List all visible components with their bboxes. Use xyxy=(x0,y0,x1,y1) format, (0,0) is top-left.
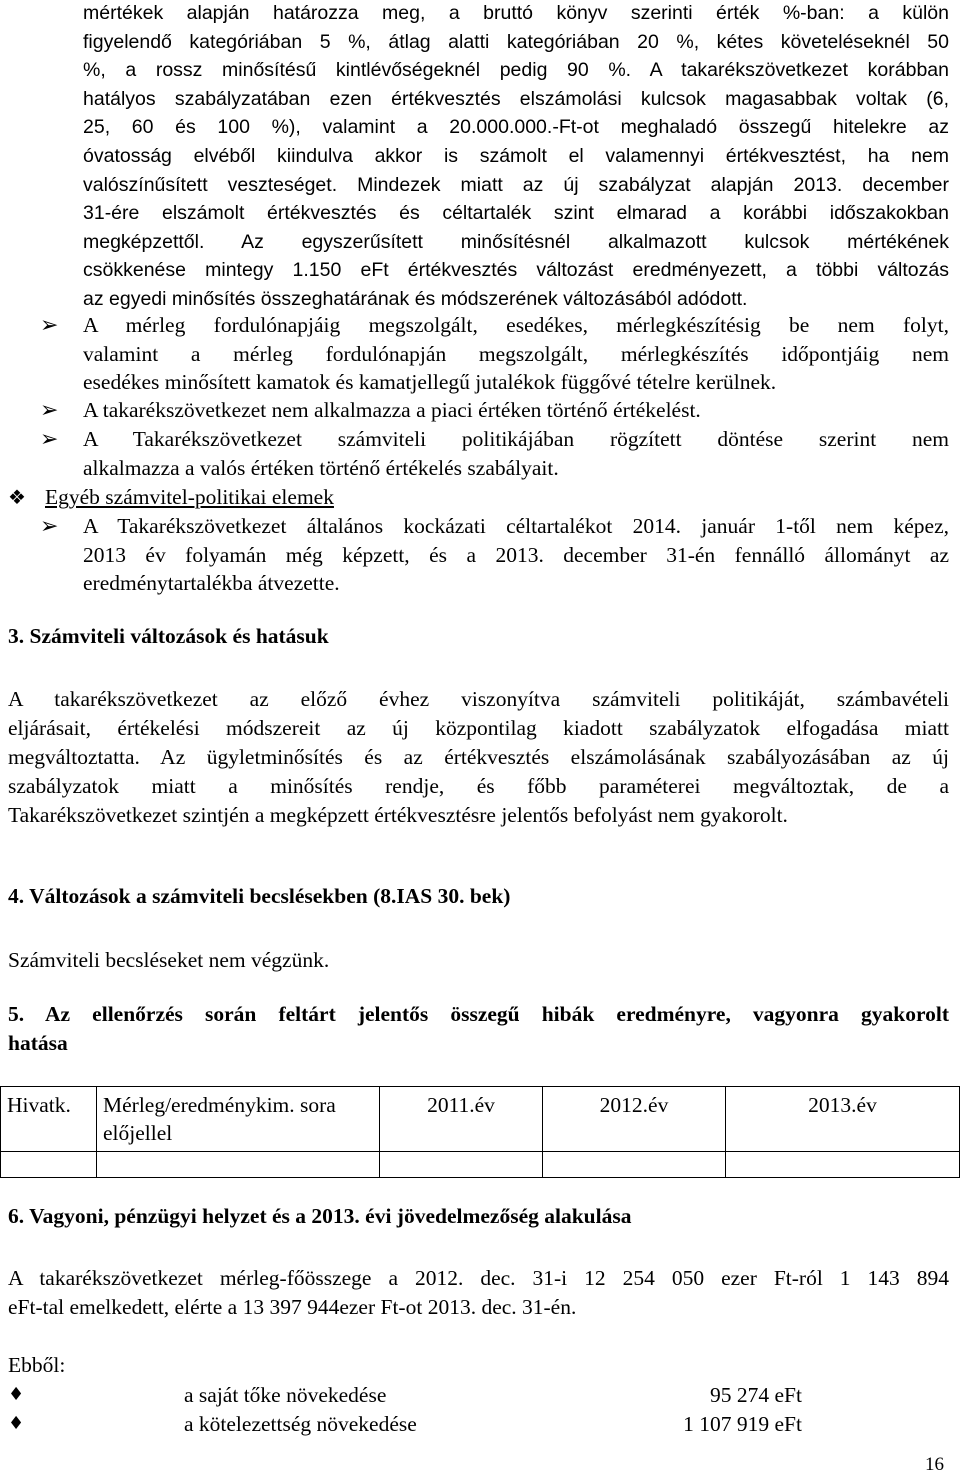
arrow-bullet-icon: ➢ xyxy=(40,313,59,338)
diamond-bullet-icon: ❖ xyxy=(8,485,26,509)
bullet-line: 2013 év folyamán még képzett, és a 2013. december 31-én fennálló állományt az xyxy=(83,542,949,567)
bullet-item xyxy=(83,396,949,425)
bullet-line: esedékes minősített kamatok és kamatjellegű jutalékok függővé tételre kerülnek. xyxy=(83,370,777,395)
paragraph-line: Takarékszövetkezet szintjén a megképzett értékvesztésre jelentős befolyást nem gyakorolt. xyxy=(8,803,788,827)
intro-line: hatályos szabályzatában ezen értékvesztés elszámolási kulcsok magasabbak voltak (6, xyxy=(83,87,949,110)
table-cell: 2011.év xyxy=(380,1087,543,1152)
paragraph-line: A takarékszövetkezet mérleg-főösszege a 2012. dec. 31-i 12 254 050 ezer Ft-ról 1 143 894 xyxy=(8,1266,949,1290)
section-3-heading: 3. Számviteli változások és hatásuk xyxy=(8,624,329,648)
intro-line: figyelendő kategóriában 5 %, átlag alatti kategóriában 20 %, kétes követeléseknél 50 xyxy=(83,30,949,53)
diamond-bullet-icon: ♦ xyxy=(8,1384,25,1405)
bullet-line: alkalmazza a valós értéken történő értékelés szabályait. xyxy=(83,455,559,480)
intro-line: 31-ére elszámolt értékvesztés és céltartalék szint elmarad a korábbi időszakokban xyxy=(83,202,949,225)
paragraph-line: eFt-tal emelkedett, elérte a 13 397 944ezer Ft-ot 2013. dec. 31-én. xyxy=(8,1295,577,1319)
bullet-line: A takarékszövetkezet nem alkalmazza a piaci értéken történő értékelést. xyxy=(83,398,701,422)
section-3-paragraph xyxy=(8,685,949,830)
paragraph-line: eljárásait, értékelési módszereit az új központilag kiadott szabályzatok elfogadása miatt xyxy=(8,716,949,740)
paragraph-line: A takarékszövetkezet az előző évhez viszonyítva számviteli politikáját, számbavételi xyxy=(8,687,949,711)
intro-line: csökkenése mintegy 1.150 eFt értékvesztés változást eredményezett, a többi változás xyxy=(83,259,949,282)
arrow-bullet-icon: ➢ xyxy=(40,398,59,423)
bullet-line: A Takarékszövetkezet számviteli politikájában rögzített döntése szerint nem xyxy=(83,427,949,451)
list-item-value: 95 274 eFt xyxy=(710,1383,802,1407)
intro-line: 25, 60 és 100 %), valamint a 20.000.000.-Ft-ot meghaladó összegű hitelekre az xyxy=(83,116,949,139)
table-header-row xyxy=(1,1087,960,1152)
bullet-line: A mérleg fordulónapjáig megszolgált, esedékes, mérlegkészítésig be nem folyt, xyxy=(83,313,949,337)
sub-heading: Egyéb számvitel-politikai elemek xyxy=(45,485,334,509)
intro-line: óvatosság elvéből kiindulva akkor is számolt el valamennyi értékvesztést, ha nem xyxy=(83,144,949,167)
intro-line: mértékek alapján határozza meg, a bruttó könyv szerinti érték %-ban: a külön xyxy=(83,2,949,24)
section-6-paragraph xyxy=(8,1264,949,1322)
section-4-heading: 4. Változások a számviteli becslésekben (8.IAS 30. bek) xyxy=(8,884,511,908)
arrow-bullet-icon: ➢ xyxy=(40,514,59,539)
table-cell xyxy=(97,1152,380,1178)
arrow-bullet-icon: ➢ xyxy=(40,427,59,452)
list-item-label: a kötelezettség növekedése xyxy=(184,1412,417,1436)
intro-line: megképzettől. Az egyszerűsített minősítésnél alkalmazott kulcsok mértékének xyxy=(83,230,949,253)
bullet-line: eredménytartalékba átvezette. xyxy=(83,571,340,596)
table-cell xyxy=(726,1152,960,1178)
table-cell xyxy=(380,1152,543,1178)
diamond-bullet-icon: ♦ xyxy=(8,1413,25,1434)
paragraph-line: szabályzatok miatt a minősítés rendje, és főbb paraméterei megváltoztak, de a xyxy=(8,774,949,798)
paragraph-line: megváltoztatta. Az ügyletminősítés és az értékvesztés elszámolásának szabályozásában az új xyxy=(8,745,949,769)
bullet-line: A Takarékszövetkezet általános kockázati céltartalékot 2014. január 1-től nem képez, xyxy=(83,514,949,538)
ebbol-label: Ebből: xyxy=(8,1353,66,1377)
heading-line: 5. Az ellenőrzés során feltárt jelentős összegű hibák eredményre, vagyonra gyakorolt xyxy=(8,1002,949,1026)
heading-line: hatása xyxy=(8,1030,68,1055)
bullet-item xyxy=(83,425,949,482)
error-impact-table xyxy=(0,1086,960,1178)
bullet-item xyxy=(83,512,949,598)
list-item-value: 1 107 919 eFt xyxy=(683,1412,802,1436)
table-cell xyxy=(1,1152,97,1178)
bullet-line: valamint a mérleg fordulónapján megszolgált, mérlegkészítés időpontjáig nem xyxy=(83,341,949,366)
intro-line: az egyedi minősítés összeghatárának és módszerének változásából adódott. xyxy=(83,287,748,310)
table-row xyxy=(1,1152,960,1178)
intro-line: valószínűsített veszteséget. Mindezek miatt az új szabályzat alapján 2013. december xyxy=(83,173,949,196)
section-6-heading: 6. Vagyoni, pénzügyi helyzet és a 2013. évi jövedelmezőség alakulása xyxy=(8,1204,632,1228)
list-item-label: a saját tőke növekedése xyxy=(184,1383,387,1407)
table-cell xyxy=(543,1152,726,1178)
intro-paragraph xyxy=(83,0,949,314)
intro-line: %, a rossz minősítésű kintlévőségeknél pedig 90 %. A takarékszövetkezet korábban xyxy=(83,59,949,82)
section-5-heading xyxy=(8,1000,949,1057)
table-cell: 2012.év xyxy=(543,1087,726,1152)
table-cell: 2013.év xyxy=(726,1087,960,1152)
page-number: 16 xyxy=(925,1454,944,1475)
section-4-text: Számviteli becsléseket nem végzünk. xyxy=(8,948,330,972)
table-cell: Mérleg/eredménykim. sora előjellel xyxy=(97,1087,380,1152)
bullet-item xyxy=(83,311,949,397)
table-cell: Hivatk. xyxy=(1,1087,97,1152)
